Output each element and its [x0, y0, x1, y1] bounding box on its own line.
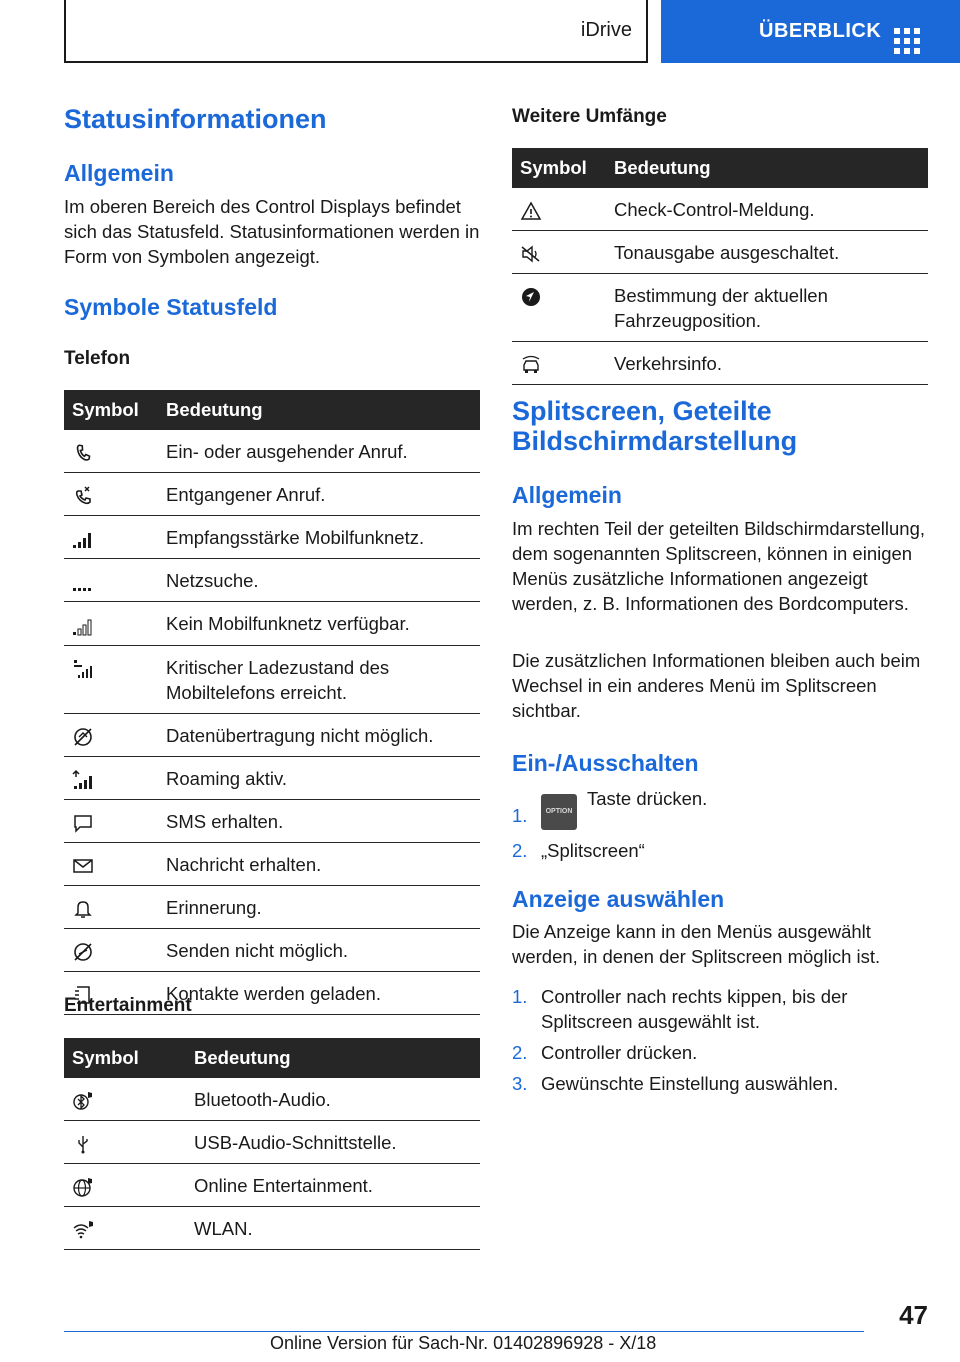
split-text-2: Die zusätzlichen Informationen bleiben auch beim Wechsel in ein anderes Menü im Splitscreen sichtbar.: [512, 650, 921, 721]
header-right-tab[interactable]: [661, 0, 960, 63]
low-battery-icon: [72, 658, 94, 680]
table-row: Ein- oder ausgehender Anruf.: [64, 430, 480, 473]
general-text: Im oberen Bereich des Control Displays befindet sich das Statusfeld. Statusinformationen werden in Form von Symbolen angezeigt.: [64, 196, 480, 267]
col-symbol: Symbol: [64, 1038, 186, 1078]
no-network-icon: [72, 615, 94, 637]
table-row: Verkehrsinfo.: [512, 342, 928, 385]
bluetooth-audio-icon: [72, 1090, 94, 1112]
onoff-steps: [512, 786, 928, 869]
select-text: Die Anzeige kann in den Menüs ausgewählt werden, in denen der Splitscreen möglich ist.: [512, 921, 881, 967]
network-search-icon: [72, 571, 94, 593]
table-row: WLAN.: [64, 1207, 480, 1250]
list-item: 2. Controller drücken.: [512, 1042, 698, 1063]
list-item: 1. OPTIONTaste drücken.: [512, 786, 928, 830]
table-row: Senden nicht möglich.: [64, 929, 480, 972]
section-title-splitscreen: Splitscreen, Geteilte Bildschirmdarstellung: [512, 396, 798, 456]
split-text-1: Im rechten Teil der geteilten Bildschirmdarstellung, dem sogenannten Splitscreen, können in einigen Menüs zusätzliche Informationen angezeigt werden, z. B. Informationen des Bordcomputers.: [512, 518, 926, 614]
table-row: Kein Mobilfunknetz verfügbar.: [64, 602, 480, 645]
col-meaning: Bedeutung: [158, 390, 480, 430]
signal-strength-icon: [72, 528, 94, 550]
phone-symbol-table: [64, 390, 480, 1015]
table-row: Bluetooth-Audio.: [64, 1078, 480, 1121]
col-symbol: Symbol: [64, 390, 158, 430]
wlan-icon: [72, 1219, 94, 1241]
traffic-info-icon: [520, 354, 542, 376]
roaming-icon: [72, 769, 94, 791]
list-item: 3. Gewünschte Einstellung auswählen.: [512, 1073, 839, 1094]
subheading-phone: Telefon: [64, 348, 131, 369]
subheading-entertainment: Entertainment: [64, 995, 192, 1016]
position-icon: [520, 286, 542, 308]
table-row: Bestimmung der aktuellen Fahrzeugposition.: [512, 274, 928, 342]
bell-icon: [72, 898, 94, 920]
entertainment-symbol-table: [64, 1038, 480, 1250]
subheading-symbols: Symbole Statusfeld: [64, 294, 278, 320]
no-send-icon: [72, 941, 94, 963]
table-row: Nachricht erhalten.: [64, 842, 480, 885]
grid-menu-icon: [894, 28, 920, 54]
col-meaning: Bedeutung: [606, 148, 928, 188]
footer-text: Online Version für Sach-Nr. 01402896928 - X/18: [270, 1333, 657, 1353]
sms-icon: [72, 812, 94, 834]
select-steps: [512, 984, 928, 1102]
no-data-icon: [72, 726, 94, 748]
table-row: Erinnerung.: [64, 885, 480, 928]
col-symbol: Symbol: [512, 148, 606, 188]
table-row: USB-Audio-Schnittstelle.: [64, 1121, 480, 1164]
table-row: Netzsuche.: [64, 559, 480, 602]
table-row: Check-Control-Meldung.: [512, 188, 928, 231]
header-left-tab[interactable]: [64, 0, 648, 63]
option-button[interactable]: OPTION: [541, 794, 577, 830]
section-title-status: Statusinformationen: [64, 104, 327, 134]
table-row: Empfangsstärke Mobilfunknetz.: [64, 516, 480, 559]
table-row: Roaming aktiv.: [64, 756, 480, 799]
col-meaning: Bedeutung: [186, 1038, 480, 1078]
table-row: Online Entertainment.: [64, 1164, 480, 1207]
warning-icon: [520, 200, 542, 222]
list-item: 1. Controller nach rechts kippen, bis der Splitscreen ausgewählt ist.: [512, 986, 848, 1032]
mail-icon: [72, 855, 94, 877]
phone-call-icon: [72, 442, 94, 464]
table-row: Kontakte werden geladen.: [64, 972, 480, 1015]
mute-icon: [520, 243, 542, 265]
table-row: Tonausgabe ausgeschaltet.: [512, 231, 928, 274]
header-left-title: iDrive: [580, 19, 632, 41]
list-item: 2. „Splitscreen“: [512, 840, 645, 861]
table-row: Datenübertragung nicht möglich.: [64, 713, 480, 756]
subheading-general-split: Allgemein: [512, 482, 622, 508]
subheading-select: Anzeige auswählen: [512, 886, 725, 912]
table-row: Kritischer Ladezustand des Mobiltelefons erreicht.: [64, 645, 480, 713]
header-right-title: ÜBERBLICK: [759, 20, 882, 42]
page-number: 47: [899, 1300, 928, 1330]
usb-icon: [72, 1133, 94, 1155]
more-symbol-table: [512, 148, 928, 385]
missed-call-icon: [72, 485, 94, 507]
table-row: SMS erhalten.: [64, 799, 480, 842]
footer-divider: [64, 1331, 864, 1332]
subheading-more: Weitere Umfänge: [512, 106, 667, 127]
subheading-onoff: Ein-/Ausschalten: [512, 750, 699, 776]
subheading-general: Allgemein: [64, 160, 174, 186]
online-entertainment-icon: [72, 1176, 94, 1198]
table-row: Entgangener Anruf.: [64, 473, 480, 516]
